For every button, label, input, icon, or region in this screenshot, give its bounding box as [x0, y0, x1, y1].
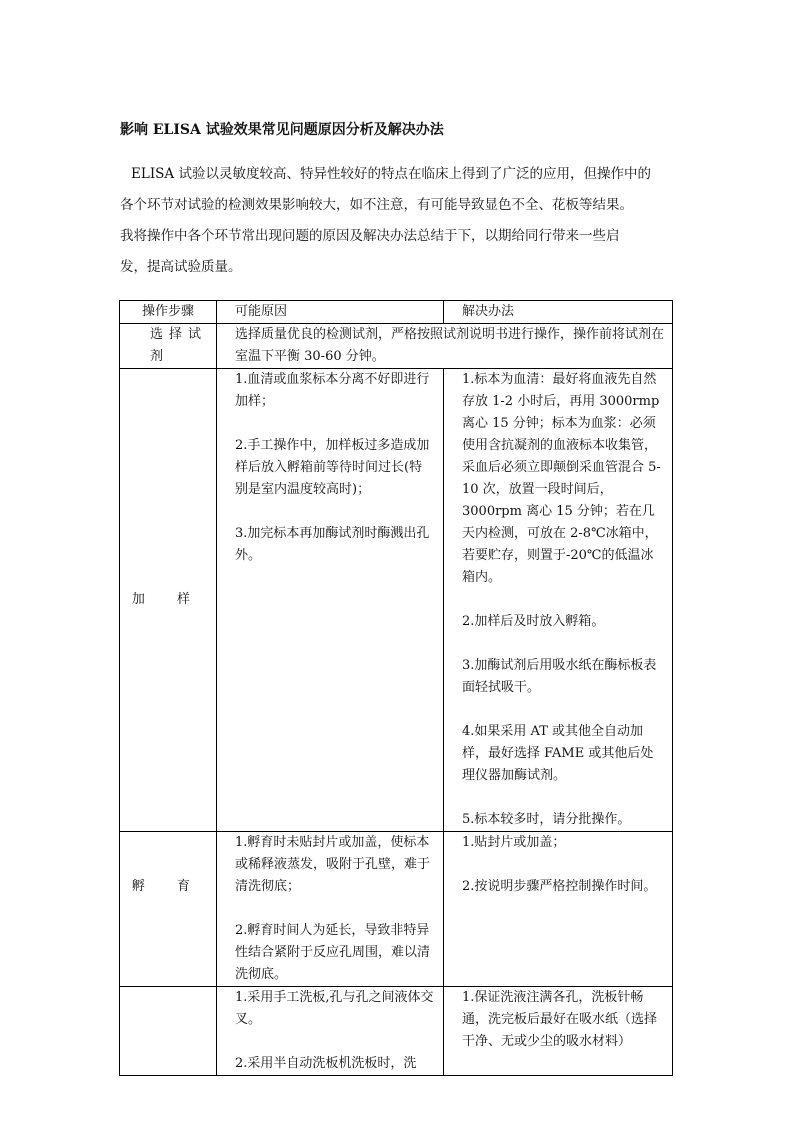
row-solutions — [444, 987, 673, 1076]
solution-item: 5.标本较多时，请分批操作。 — [462, 812, 631, 827]
row-solutions — [444, 369, 673, 832]
row-merged-content: 选择质量优良的检测试剂，严格按照试剂说明书进行操作，操作前将试剂在室温下平衡 30-60 分钟。 — [217, 324, 673, 369]
header-solutions: 解决办法 — [444, 301, 673, 324]
table-row — [120, 832, 673, 987]
intro-line: 我将操作中各个环节常出现问题的原因及解决办法总结于下，以期给同行带来一些启 — [120, 228, 620, 244]
cause-item: 1.采用手工洗板,孔与孔之间液体交叉。 — [235, 990, 434, 1027]
cause-item: 2.孵育时间人为延长，导致非特异性结合紧附于反应孔周围，难以清洗彻底。 — [235, 923, 431, 982]
row-causes — [217, 987, 444, 1076]
row-causes — [217, 832, 444, 987]
solution-item: 4.如果采用 AT 或其他全自动加样，最好选择 FAME 或其他后处理仪器加酶试剂。 — [462, 724, 654, 783]
row-step — [120, 832, 217, 987]
step-label: 孵 育 — [131, 879, 205, 894]
intro-line: 发，提高试验质量。 — [120, 259, 242, 275]
table-header-row — [120, 301, 673, 324]
table-row — [120, 324, 673, 369]
cause-item: 1.孵育时未贴封片或加盖，使标本或稀释液蒸发，吸附于孔壁，难于清洗彻底； — [235, 835, 431, 894]
row-solutions — [444, 832, 673, 987]
cause-item: 3.加完标本再加酶试剂时酶溅出孔外。 — [235, 526, 430, 563]
table-row — [120, 987, 673, 1076]
cause-item: 1.血清或血浆标本分离不好即进行加样； — [235, 372, 430, 409]
troubleshooting-table — [119, 300, 673, 1076]
step-label: 加 样 — [131, 592, 205, 607]
solution-item: 1.标本为血清：最好将血液先自然存放 1-2 小时后，再用 3000rmp 离心 15 分钟；标本为血浆：必须使用含抗凝剂的血液标本收集管，采血后必须立即颠倒采血管混合 5-10 次，放置一段时间后，3000rpm 离心 15 分钟；若在几天内检测，可放在 2-8℃冰箱中，若要贮存，则置于-20℃的低温冰箱内。 — [462, 372, 661, 585]
solution-item: 1.贴封片或加盖； — [462, 835, 566, 850]
cause-item: 2.采用半自动洗板机洗板时，洗 — [235, 1056, 417, 1071]
row-step: 选择试剂 — [120, 324, 217, 369]
cause-item: 2.手工操作中，加样板过多造成加样后放入孵箱前等待时间过长(特别是室内温度较高时)； — [235, 438, 430, 497]
row-step — [120, 987, 217, 1076]
table-row — [120, 369, 673, 832]
row-causes — [217, 369, 444, 832]
intro-line: 各个环节对试验的检测效果影响较大，如不注意，有可能导致显色不全、花板等结果。 — [120, 197, 633, 213]
solution-item: 2.加样后及时放入孵箱。 — [462, 614, 605, 629]
row-step — [120, 369, 217, 832]
header-causes: 可能原因 — [217, 301, 444, 324]
intro-paragraph — [120, 159, 671, 283]
document-title: 影响 ELISA 试验效果常见问题原因分析及解决办法 — [120, 122, 444, 138]
solution-item: 2.按说明步骤严格控制操作时间。 — [462, 879, 657, 894]
intro-line: ELISA 试验以灵敏度较高、特异性较好的特点在临床上得到了广泛的应用，但操作中的 — [131, 166, 651, 182]
solution-item: 3.加酶试剂后用吸水纸在酶标板表面轻拭吸干。 — [462, 658, 657, 695]
solution-item: 1.保证洗液注满各孔，洗板针畅通，洗完板后最好在吸水纸（选择干净、无或少尘的吸水材料） — [462, 990, 658, 1049]
header-step: 操作步骤 — [120, 301, 217, 324]
